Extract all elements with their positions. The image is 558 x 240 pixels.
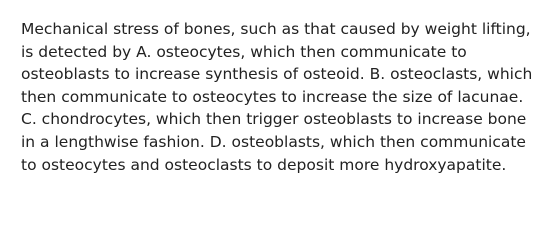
question-text: Mechanical stress of bones, such as that caused by weight lifting, is detected by A. osteocytes, which then communicate to osteoblasts to increase synthesis of osteoid. B. osteoclasts, which then communicate to osteocytes to increase the size of lacunae. C. chondrocytes, which then trigger osteoblasts to increase bone in a lengthwise fashion. D. osteoblasts, which then communicate to osteocytes and osteoclasts to deposit more hydroxyapatite. xyxy=(21,20,533,174)
